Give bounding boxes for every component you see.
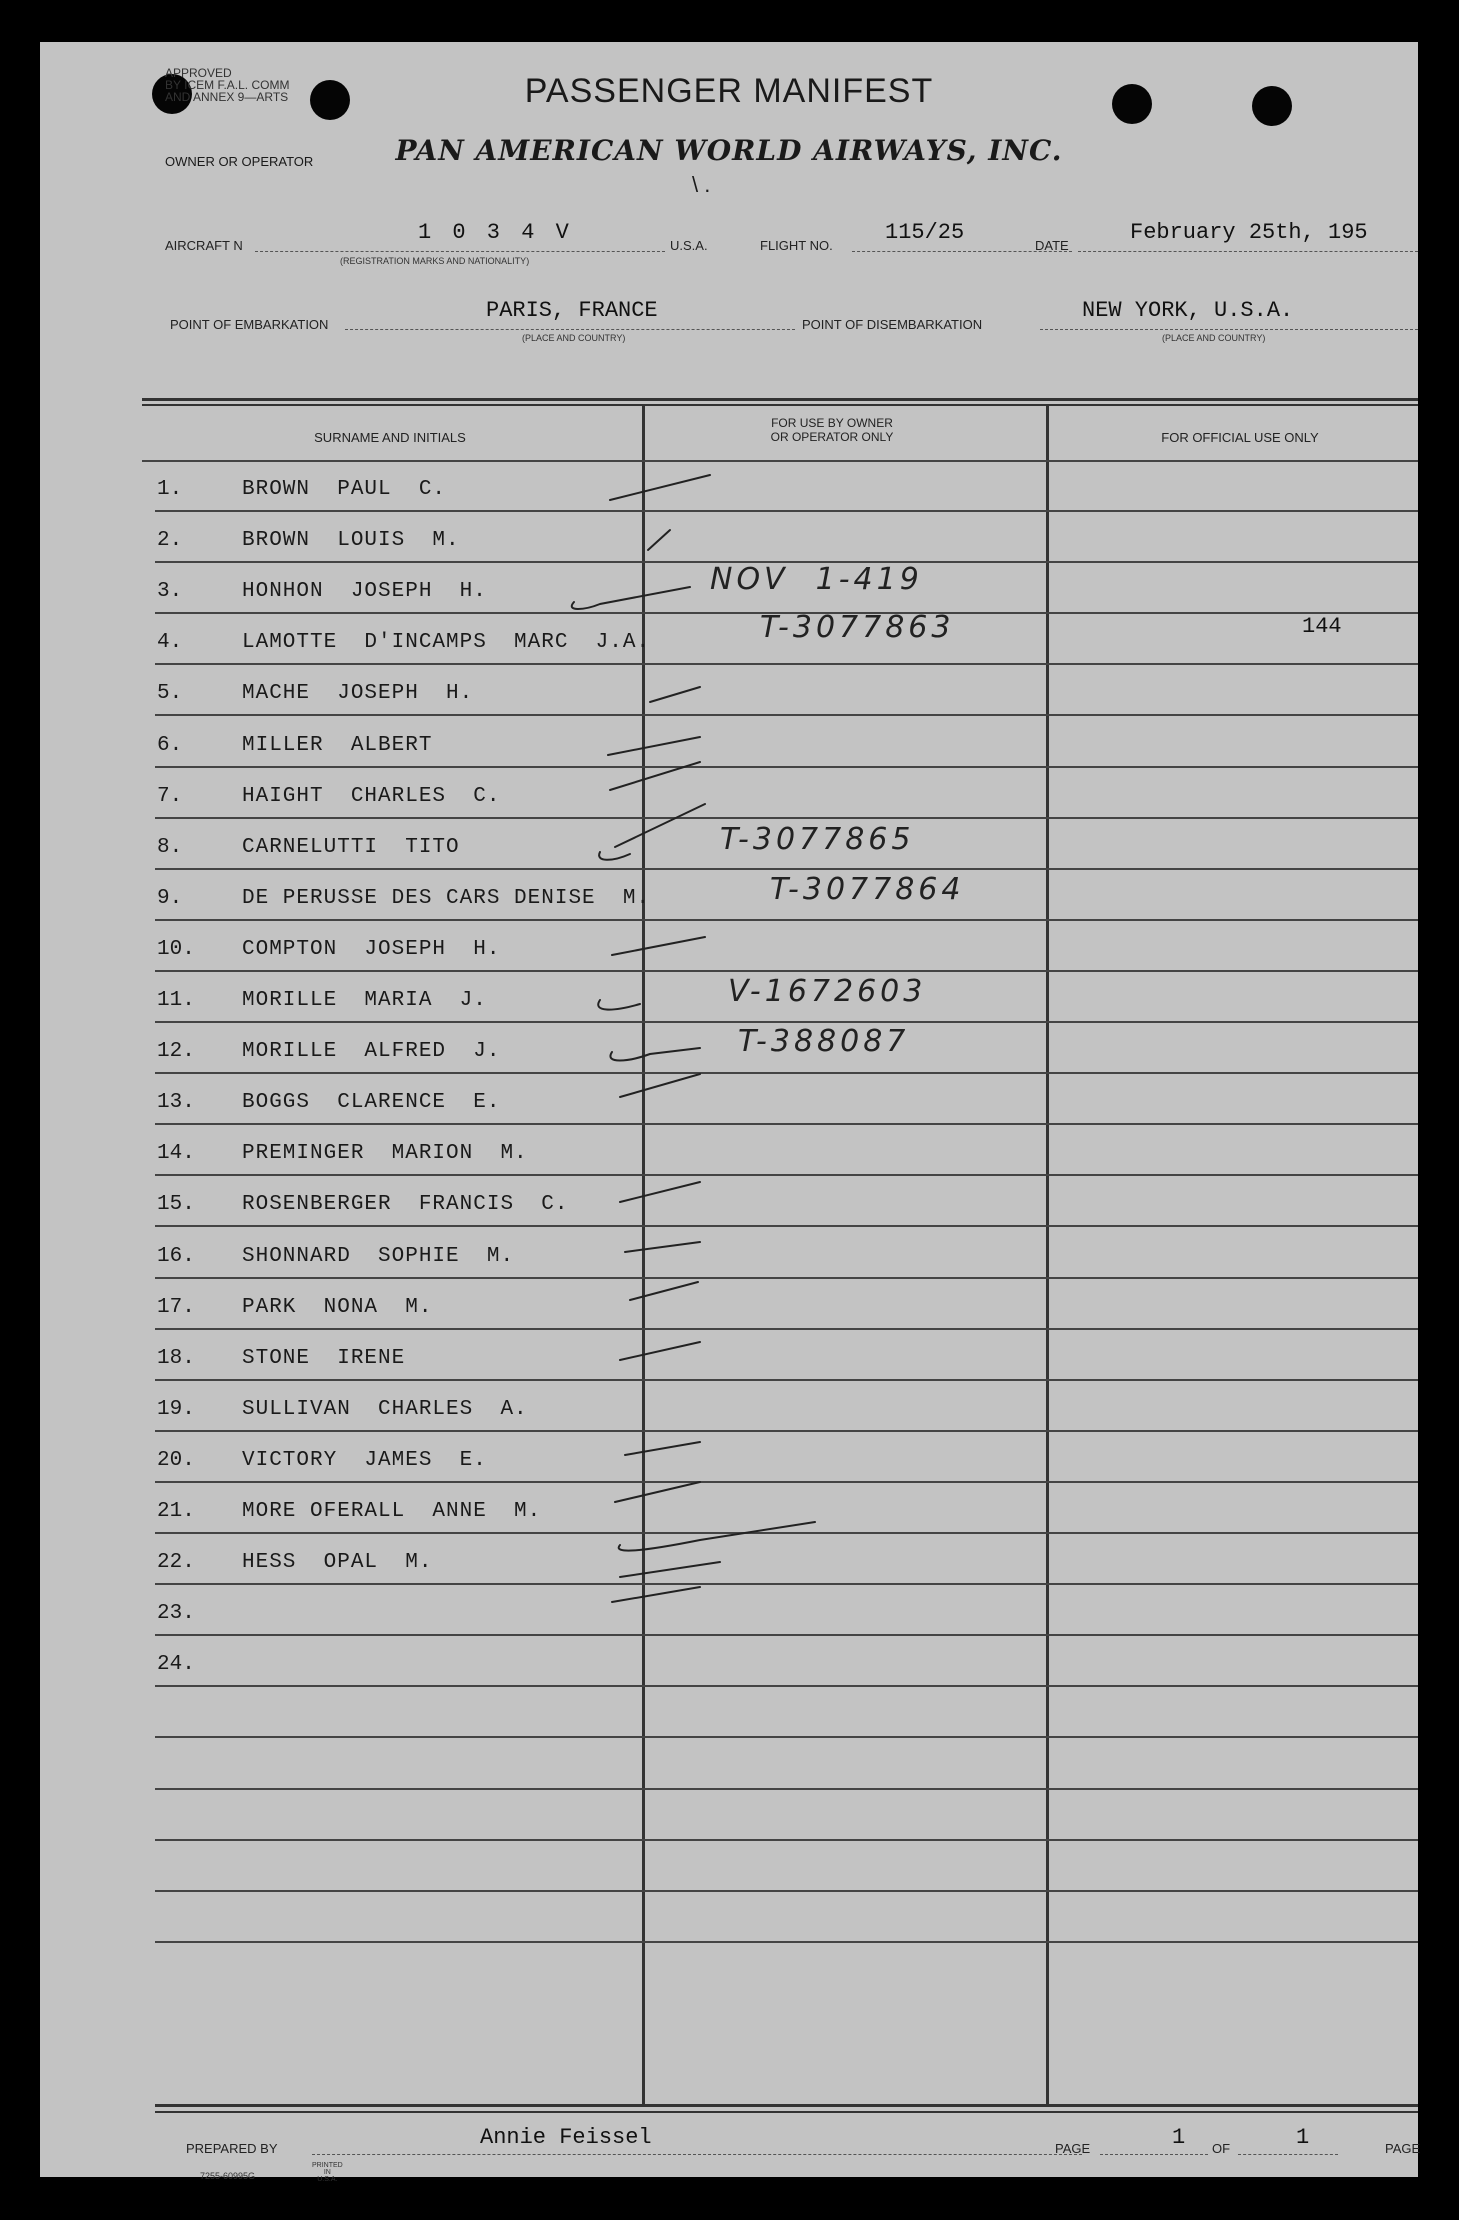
of-label: OF xyxy=(1212,2141,1231,2156)
check-mark xyxy=(608,737,700,755)
check-mark xyxy=(648,530,670,550)
check-mark xyxy=(572,587,690,609)
handwritten-note: T-3077864 xyxy=(770,872,965,907)
passenger-name: MORILLE ALFRED J. xyxy=(242,1040,501,1064)
check-mark xyxy=(612,1587,700,1602)
check-mark xyxy=(620,1182,700,1202)
embark-value: PARIS, FRANCE xyxy=(486,298,658,323)
page-title: PASSENGER MANIFEST xyxy=(524,72,934,110)
row-number: 13. xyxy=(157,1091,195,1115)
page-label-right: PAGE xyxy=(1385,2141,1421,2156)
row-number: 19. xyxy=(157,1397,195,1421)
row-number: 12. xyxy=(157,1040,195,1064)
check-mark xyxy=(650,687,700,702)
approved-stamp: APPROVED BY ICEM F.A.L. COMM AND ANNEX 9—ARTS xyxy=(165,66,290,104)
of-value: 1 xyxy=(1296,2125,1310,2150)
disembark-note: (PLACE AND COUNTRY) xyxy=(1162,333,1266,343)
row-number: 9. xyxy=(157,886,183,910)
disembark-value: NEW YORK, U.S.A. xyxy=(1082,298,1294,323)
passenger-name: MORE OFERALL ANNE M. xyxy=(242,1500,542,1523)
printed-note: PRINTED IN U.S.A. xyxy=(312,2162,343,2183)
operator-name: PAN AMERICAN WORLD AIRWAYS, INC. xyxy=(395,134,1063,167)
handwritten-note: T-3077865 xyxy=(720,822,915,857)
check-mark xyxy=(612,937,705,955)
check-mark xyxy=(598,1000,640,1010)
aircraft-note: (REGISTRATION MARKS AND NATIONALITY) xyxy=(340,256,530,266)
row-number: 15. xyxy=(157,1193,195,1217)
check-mark xyxy=(610,762,700,790)
passenger-name: COMPTON JOSEPH H. xyxy=(242,937,501,961)
passenger-name: HAIGHT CHARLES C. xyxy=(242,784,501,808)
column-header-surname: SURNAME AND INITIALS xyxy=(314,430,466,445)
flight-value: 115/25 xyxy=(885,220,965,245)
row-number: 3. xyxy=(157,580,183,604)
row-number: 5. xyxy=(157,682,183,706)
passenger-name: LAMOTTE D'INCAMPS MARC J.A. xyxy=(242,631,651,655)
passenger-name: CARNELUTTI TITO xyxy=(242,835,460,859)
handwritten-note: T-3077863 xyxy=(760,610,955,645)
column-header-official: FOR OFFICIAL USE ONLY xyxy=(1161,430,1319,445)
aircraft-value: 1 0 3 4 V xyxy=(418,220,573,245)
row-number: 6. xyxy=(157,733,183,757)
check-mark xyxy=(610,475,710,500)
passenger-name: HONHON JOSEPH H. xyxy=(242,580,487,604)
row-number: 11. xyxy=(157,989,195,1012)
passenger-name: MORILLE MARIA J. xyxy=(242,989,487,1012)
passenger-name: ROSENBERGER FRANCIS C. xyxy=(242,1193,569,1217)
passenger-name: PREMINGER MARION M. xyxy=(242,1142,528,1166)
check-mark xyxy=(625,1442,700,1455)
form-code: 7255-60995G xyxy=(200,2171,256,2181)
check-marks xyxy=(40,42,1421,2177)
passenger-name: BOGGS CLARENCE E. xyxy=(242,1091,501,1115)
aircraft-label: AIRCRAFT N xyxy=(165,238,243,253)
flight-label: FLIGHT NO. xyxy=(760,238,833,253)
passenger-name: SHONNARD SOPHIE M. xyxy=(242,1244,515,1268)
row-number: 1. xyxy=(157,478,183,501)
date-label: DATE xyxy=(1035,238,1069,253)
handwritten-note: V-1672603 xyxy=(728,974,927,1009)
embark-note: (PLACE AND COUNTRY) xyxy=(522,333,626,343)
passenger-name: STONE IRENE xyxy=(242,1346,406,1370)
check-mark xyxy=(625,1242,700,1252)
handwritten-note: NOV 1-419 xyxy=(710,562,923,597)
check-mark xyxy=(599,852,630,860)
row-number: 14. xyxy=(157,1142,195,1166)
check-mark xyxy=(630,1282,698,1300)
row-number: 21. xyxy=(157,1500,195,1523)
row-number: 7. xyxy=(157,784,183,808)
usa-label: U.S.A. xyxy=(670,238,708,253)
prepared-value: Annie Feissel xyxy=(480,2125,652,2150)
check-mark xyxy=(615,804,705,847)
row-number: 23. xyxy=(157,1602,195,1626)
row-number: 10. xyxy=(157,937,195,961)
check-mark xyxy=(619,1522,815,1551)
page-label: PAGE xyxy=(1055,2141,1091,2156)
prepared-underline xyxy=(312,2154,1082,2155)
row-number: 22. xyxy=(157,1551,195,1575)
table-bottom-rule xyxy=(155,2104,1418,2107)
passenger-name: BROWN LOUIS M. xyxy=(242,529,460,553)
passenger-name: VICTORY JAMES E. xyxy=(242,1448,487,1472)
of-underline xyxy=(1238,2154,1338,2155)
disembark-label: POINT OF DISEMBARKATION xyxy=(802,317,983,332)
owner-label: OWNER OR OPERATOR xyxy=(165,154,314,169)
passenger-name: BROWN PAUL C. xyxy=(242,478,447,501)
row-number: 8. xyxy=(157,835,183,859)
row-number: 17. xyxy=(157,1295,195,1319)
check-mark xyxy=(620,1562,720,1577)
passenger-name: MILLER ALBERT xyxy=(242,733,433,757)
check-mark xyxy=(615,1482,700,1502)
page-underline xyxy=(1100,2154,1208,2155)
embark-label: POINT OF EMBARKATION xyxy=(170,317,329,332)
row-number: 18. xyxy=(157,1346,195,1370)
check-mark xyxy=(620,1074,700,1097)
row-number: 20. xyxy=(157,1448,195,1472)
official-value: 144 xyxy=(1302,614,1342,639)
handwritten-note: T-388087 xyxy=(738,1024,910,1059)
passenger-name: PARK NONA M. xyxy=(242,1295,433,1319)
passenger-name: HESS OPAL M. xyxy=(242,1551,433,1575)
column-header-owner-use: FOR USE BY OWNER OR OPERATOR ONLY xyxy=(770,416,894,444)
passenger-name: MACHE JOSEPH H. xyxy=(242,682,474,706)
passenger-name: DE PERUSSE DES CARS DENISE M. xyxy=(242,886,651,910)
passenger-name: SULLIVAN CHARLES A. xyxy=(242,1397,528,1421)
check-mark xyxy=(620,1342,700,1360)
check-mark xyxy=(610,1048,700,1061)
manifest-sheet xyxy=(40,42,1421,2183)
row-number: 4. xyxy=(157,631,183,655)
date-value: February 25th, 195 xyxy=(1130,220,1368,245)
row-number: 16. xyxy=(157,1244,195,1268)
row-number: 24. xyxy=(157,1653,195,1677)
row-number: 2. xyxy=(157,529,183,553)
table-bottom-rule xyxy=(155,2111,1418,2113)
ink-mark: \ . xyxy=(692,172,711,197)
prepared-label: PREPARED BY xyxy=(186,2141,278,2156)
page-value: 1 xyxy=(1172,2125,1186,2150)
